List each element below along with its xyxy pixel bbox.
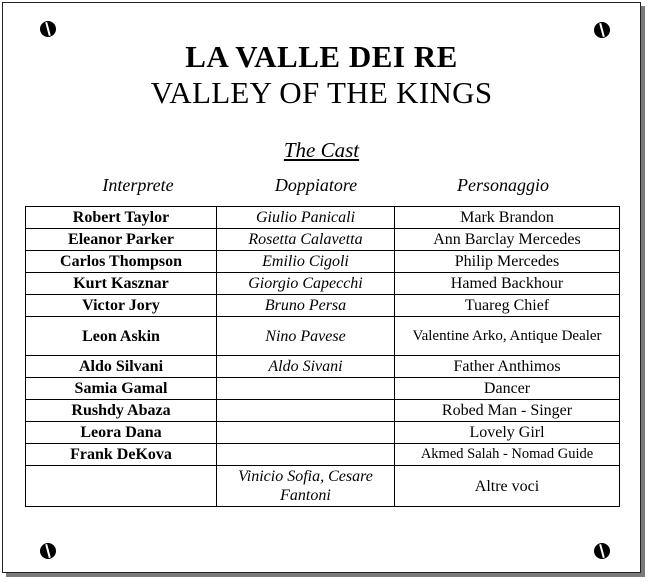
table-row [26,422,620,444]
actor-cell: Eleanor Parker [26,229,217,251]
actor-cell: Leora Dana [26,422,217,444]
column-header-personaggio: Personaggio [457,175,549,195]
table-row [26,229,620,251]
voice-actor-cell: Giorgio Capecchi [217,273,395,295]
voice-actor-cell: Aldo Sivani [217,356,395,378]
character-cell: Philip Mercedes [395,251,620,273]
voice-actor-cell [217,444,395,466]
table-row [26,251,620,273]
table-row [26,444,620,466]
table-row [26,356,620,378]
character-cell: Robed Man - Singer [395,400,620,422]
actor-cell: Leon Askin [26,317,217,356]
character-cell: Tuareg Chief [395,295,620,317]
character-cell: Valentine Arko, Antique Dealer [395,317,620,356]
title-italian: LA VALLE DEI RE [185,39,458,74]
table-row [26,207,620,229]
column-header-doppiatore: Doppiatore [274,175,358,195]
screw-icon [594,22,610,38]
table-row [26,295,620,317]
title-english: VALLEY OF THE KINGS [150,75,493,110]
screw-icon [594,543,610,559]
voice-actor-cell: Nino Pavese [217,317,395,356]
character-cell: Altre voci [395,466,620,507]
character-cell: Father Anthimos [395,356,620,378]
screw-icon [40,21,56,37]
voice-actor-cell [217,422,395,444]
actor-cell: Kurt Kasznar [26,273,217,295]
actor-cell [26,466,217,507]
actor-cell: Aldo Silvani [26,356,217,378]
character-cell: Akmed Salah - Nomad Guide [395,444,620,466]
actor-cell: Robert Taylor [26,207,217,229]
actor-cell: Rushdy Abaza [26,400,217,422]
voice-actor-cell [217,378,395,400]
character-cell: Lovely Girl [395,422,620,444]
actor-cell: Victor Jory [26,295,217,317]
voice-actor-cell [217,400,395,422]
column-header-interprete: Interprete [102,175,174,195]
voice-actor-cell: Giulio Panicali [217,207,395,229]
character-cell: Mark Brandon [395,207,620,229]
screw-icon [40,543,56,559]
cast-table [25,206,620,507]
table-row [26,317,620,356]
table-row [26,466,620,507]
voice-actor-cell: Rosetta Calavetta [217,229,395,251]
character-cell: Dancer [395,378,620,400]
voice-actor-cell: Bruno Persa [217,295,395,317]
actor-cell: Frank DeKova [26,444,217,466]
actor-cell: Samia Gamal [26,378,217,400]
character-cell: Hamed Backhour [395,273,620,295]
actor-cell: Carlos Thompson [26,251,217,273]
voice-actor-cell: Vinicio Sofia, Cesare Fantoni [217,466,395,507]
table-row [26,400,620,422]
voice-actor-cell: Emilio Cigoli [217,251,395,273]
character-cell: Ann Barclay Mercedes [395,229,620,251]
table-row [26,273,620,295]
cast-heading: The Cast [283,138,360,162]
cast-plate [2,2,641,573]
table-row [26,378,620,400]
